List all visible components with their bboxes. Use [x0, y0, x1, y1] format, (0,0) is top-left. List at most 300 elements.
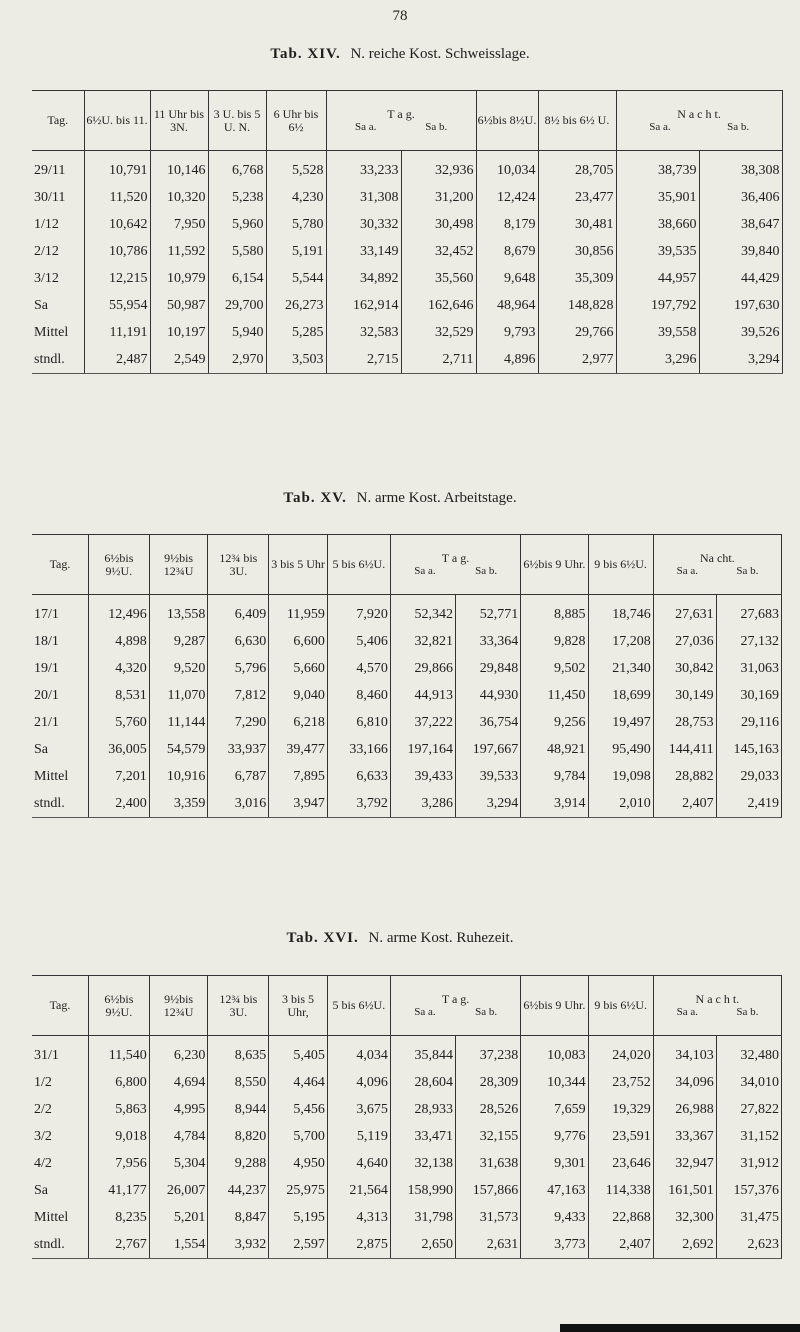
table-cell: 5,863 [88, 1096, 149, 1123]
table-cell: 162,914 [326, 292, 401, 319]
table-cell: 5,119 [327, 1123, 390, 1150]
header-tag: Tag. [32, 91, 84, 151]
table-cell: 27,036 [653, 628, 716, 655]
table-cell: 38,647 [699, 211, 782, 238]
table-cell: 10,786 [84, 238, 150, 265]
table-cell: 31,063 [716, 655, 781, 682]
table-cell: 3,914 [521, 790, 588, 818]
table-cell: 8,944 [208, 1096, 269, 1123]
header-nacht-group [653, 976, 781, 1036]
table-cell: 9,828 [521, 628, 588, 655]
table-cell: 29,766 [538, 319, 616, 346]
header-col: 12¾ bis 3U. [208, 976, 269, 1036]
table-cell: 5,780 [266, 211, 326, 238]
table-row [32, 211, 782, 238]
table-cell: 17,208 [588, 628, 653, 655]
table-14-label: Tab. XIV. [270, 46, 341, 62]
table-cell: 39,477 [269, 736, 328, 763]
header-col: 6½bis 9 Uhr. [521, 535, 588, 595]
table-cell: 4,950 [269, 1150, 328, 1177]
table-cell: 3,675 [327, 1096, 390, 1123]
table-cell: 7,659 [521, 1096, 588, 1123]
table-cell: 26,988 [653, 1096, 716, 1123]
subheader-sa-a: Sa a. [414, 564, 436, 577]
table-row [32, 184, 782, 211]
table-cell: 6,409 [208, 595, 269, 629]
table-cell: 30,498 [401, 211, 476, 238]
row-label: 3/2 [32, 1123, 88, 1150]
table-cell: 8,820 [208, 1123, 269, 1150]
table-cell: 2,597 [269, 1231, 328, 1259]
table-cell: 145,163 [716, 736, 781, 763]
header-col: 6½bis 9 Uhr. [521, 976, 588, 1036]
table-cell: 48,964 [476, 292, 538, 319]
table-cell: 50,987 [150, 292, 208, 319]
table-cell: 6,630 [208, 628, 269, 655]
table-cell: 48,921 [521, 736, 588, 763]
table-cell: 28,309 [456, 1069, 521, 1096]
table-cell: 3,359 [149, 790, 208, 818]
table-cell: 29,700 [208, 292, 266, 319]
row-label: 17/1 [32, 595, 88, 629]
table-cell: 39,840 [699, 238, 782, 265]
table-cell: 9,433 [521, 1204, 588, 1231]
header-nacht-group [653, 535, 781, 595]
subheader-sa-b: Sa b. [736, 564, 759, 577]
table-cell: 23,591 [588, 1123, 653, 1150]
table-15 [32, 534, 782, 818]
table-cell: 3,016 [208, 790, 269, 818]
table-cell: 31,152 [716, 1123, 781, 1150]
table-cell: 21,564 [327, 1177, 390, 1204]
table-cell: 197,164 [390, 736, 455, 763]
row-label: 1/12 [32, 211, 84, 238]
header-col: 6½U. bis 11. [84, 91, 150, 151]
table-cell: 3,296 [616, 346, 699, 374]
table-cell: 3,294 [456, 790, 521, 818]
table-cell: 34,010 [716, 1069, 781, 1096]
header-col: 9½bis 12¾U [149, 976, 208, 1036]
row-label: stndl. [32, 790, 88, 818]
row-label: 21/1 [32, 709, 88, 736]
table-cell: 32,529 [401, 319, 476, 346]
table-cell: 161,501 [653, 1177, 716, 1204]
table-cell: 39,535 [616, 238, 699, 265]
table-cell: 13,558 [149, 595, 208, 629]
table-cell: 32,452 [401, 238, 476, 265]
table-cell: 27,822 [716, 1096, 781, 1123]
table-cell: 2,977 [538, 346, 616, 374]
subheader-sa-a: Sa a. [649, 120, 671, 133]
table-cell: 24,020 [588, 1036, 653, 1070]
table-cell: 33,233 [326, 151, 401, 185]
table-cell: 39,526 [699, 319, 782, 346]
table-cell: 21,340 [588, 655, 653, 682]
table-cell: 9,784 [521, 763, 588, 790]
table-cell: 36,005 [88, 736, 149, 763]
table-cell: 31,638 [456, 1150, 521, 1177]
row-label: 4/2 [32, 1150, 88, 1177]
table-cell: 3,792 [327, 790, 390, 818]
subheader-sa-a: Sa a. [414, 1005, 436, 1018]
table-cell: 4,896 [476, 346, 538, 374]
table-cell: 8,679 [476, 238, 538, 265]
table-cell: 5,760 [88, 709, 149, 736]
table-cell: 18,746 [588, 595, 653, 629]
table-cell: 5,201 [149, 1204, 208, 1231]
table-cell: 19,098 [588, 763, 653, 790]
table-cell: 30,332 [326, 211, 401, 238]
header-tag-group-label: T a g. [441, 991, 470, 1006]
table-cell: 5,960 [208, 211, 266, 238]
header-nacht-group-label: N a c h t. [677, 106, 721, 121]
page-edge-shadow [560, 1324, 800, 1332]
table-cell: 2,715 [326, 346, 401, 374]
table-cell: 30,481 [538, 211, 616, 238]
table-cell: 31,475 [716, 1204, 781, 1231]
table-cell: 2,875 [327, 1231, 390, 1259]
table-row [32, 655, 782, 682]
row-label: Sa [32, 1177, 88, 1204]
row-label: 2/12 [32, 238, 84, 265]
table-cell: 32,480 [716, 1036, 781, 1070]
table-cell: 148,828 [538, 292, 616, 319]
table-cell: 7,950 [150, 211, 208, 238]
table-cell: 2,631 [456, 1231, 521, 1259]
table-16-label: Tab. XVI. [286, 930, 359, 946]
table-cell: 6,768 [208, 151, 266, 185]
table-cell: 8,847 [208, 1204, 269, 1231]
table-cell: 38,739 [616, 151, 699, 185]
table-16-title [0, 930, 800, 947]
table-cell: 29,848 [456, 655, 521, 682]
table-cell: 30,149 [653, 682, 716, 709]
subheader-sa-b: Sa b. [736, 1005, 759, 1018]
table-cell: 11,191 [84, 319, 150, 346]
table-cell: 162,646 [401, 292, 476, 319]
table-cell: 11,959 [269, 595, 328, 629]
table-cell: 11,450 [521, 682, 588, 709]
table-cell: 2,407 [653, 790, 716, 818]
table-cell: 37,222 [390, 709, 455, 736]
table-cell: 10,083 [521, 1036, 588, 1070]
table-cell: 3,294 [699, 346, 782, 374]
header-col: 3 bis 5 Uhr, [269, 976, 328, 1036]
table-cell: 9,793 [476, 319, 538, 346]
table-cell: 4,570 [327, 655, 390, 682]
table-cell: 4,464 [269, 1069, 328, 1096]
table-cell: 35,844 [390, 1036, 455, 1070]
table-cell: 5,406 [327, 628, 390, 655]
row-label: Mittel [32, 319, 84, 346]
table-cell: 95,490 [588, 736, 653, 763]
table-cell: 9,502 [521, 655, 588, 682]
table-row [32, 238, 782, 265]
subheader-sa-b: Sa b. [475, 1005, 498, 1018]
table-cell: 33,149 [326, 238, 401, 265]
table-cell: 33,364 [456, 628, 521, 655]
row-label: Sa [32, 736, 88, 763]
table-cell: 5,191 [266, 238, 326, 265]
row-label: stndl. [32, 346, 84, 374]
table-cell: 32,300 [653, 1204, 716, 1231]
table-cell: 28,604 [390, 1069, 455, 1096]
table-cell: 5,405 [269, 1036, 328, 1070]
subheader-sa-a: Sa a. [676, 564, 698, 577]
table-cell: 23,646 [588, 1150, 653, 1177]
table-cell: 2,487 [84, 346, 150, 374]
table-cell: 5,700 [269, 1123, 328, 1150]
table-cell: 8,460 [327, 682, 390, 709]
table-cell: 32,936 [401, 151, 476, 185]
table-cell: 197,667 [456, 736, 521, 763]
table-cell: 38,308 [699, 151, 782, 185]
table-cell: 32,155 [456, 1123, 521, 1150]
table-cell: 6,800 [88, 1069, 149, 1096]
table-cell: 9,301 [521, 1150, 588, 1177]
table-16-caption: N. arme Kost. Ruhezeit. [368, 930, 514, 946]
table-cell: 2,549 [150, 346, 208, 374]
table-cell: 30,169 [716, 682, 781, 709]
table-cell: 2,711 [401, 346, 476, 374]
header-col: 11 Uhr bis 3N. [150, 91, 208, 151]
table-cell: 7,201 [88, 763, 149, 790]
table-cell: 28,705 [538, 151, 616, 185]
table-cell: 2,407 [588, 1231, 653, 1259]
row-label: 19/1 [32, 655, 88, 682]
header-tag-group [390, 976, 520, 1036]
header-nacht-group-label: Na cht. [700, 550, 735, 565]
table-cell: 9,520 [149, 655, 208, 682]
table-row [32, 265, 782, 292]
table-row [32, 1204, 782, 1231]
table-cell: 10,146 [150, 151, 208, 185]
table-row [32, 1150, 782, 1177]
row-label: 3/12 [32, 265, 84, 292]
table-cell: 52,771 [456, 595, 521, 629]
table-cell: 32,821 [390, 628, 455, 655]
header-col: 9 bis 6½U. [588, 976, 653, 1036]
table-cell: 2,419 [716, 790, 781, 818]
table-cell: 31,573 [456, 1204, 521, 1231]
table-cell: 11,592 [150, 238, 208, 265]
table-cell: 3,503 [266, 346, 326, 374]
table-cell: 18,699 [588, 682, 653, 709]
table-cell: 33,937 [208, 736, 269, 763]
row-label: 31/1 [32, 1036, 88, 1070]
table-cell: 3,947 [269, 790, 328, 818]
table-cell: 27,132 [716, 628, 781, 655]
table-cell: 5,238 [208, 184, 266, 211]
table-15-caption: N. arme Kost. Arbeitstage. [356, 490, 517, 506]
table-cell: 25,975 [269, 1177, 328, 1204]
subheader-sa-a: Sa a. [676, 1005, 699, 1018]
table-row [32, 1069, 782, 1096]
table-cell: 8,635 [208, 1036, 269, 1070]
row-label: 1/2 [32, 1069, 88, 1096]
table-cell: 29,033 [716, 763, 781, 790]
table-cell: 44,913 [390, 682, 455, 709]
header-col: 3 bis 5 Uhr [269, 535, 328, 595]
table-cell: 5,195 [269, 1204, 328, 1231]
header-col: 12¾ bis 3U. [208, 535, 269, 595]
table-cell: 6,154 [208, 265, 266, 292]
table-cell: 11,144 [149, 709, 208, 736]
table-cell: 6,230 [149, 1036, 208, 1070]
subheader-sa-b: Sa b. [425, 120, 448, 133]
table-cell: 32,138 [390, 1150, 455, 1177]
table-cell: 39,558 [616, 319, 699, 346]
header-col: 5 bis 6½U. [327, 976, 390, 1036]
subheader-sa-b: Sa b. [727, 120, 750, 133]
table-cell: 35,309 [538, 265, 616, 292]
table-cell: 30,856 [538, 238, 616, 265]
header-tag-group [326, 91, 476, 151]
table-cell: 41,177 [88, 1177, 149, 1204]
table-row [32, 763, 782, 790]
table-cell: 19,497 [588, 709, 653, 736]
table-cell: 12,424 [476, 184, 538, 211]
header-tag-group-label: T a g. [441, 550, 470, 565]
table-cell: 33,166 [327, 736, 390, 763]
table-cell: 6,787 [208, 763, 269, 790]
table-cell: 5,940 [208, 319, 266, 346]
table-row [32, 346, 782, 374]
table-cell: 10,979 [150, 265, 208, 292]
table-cell: 34,096 [653, 1069, 716, 1096]
table-cell: 39,533 [456, 763, 521, 790]
table-cell: 5,304 [149, 1150, 208, 1177]
table-cell: 1,554 [149, 1231, 208, 1259]
header-col: 6½bis 8½U. [476, 91, 538, 151]
table-cell: 35,560 [401, 265, 476, 292]
table-row [32, 151, 782, 185]
table-cell: 8,531 [88, 682, 149, 709]
table-cell: 27,631 [653, 595, 716, 629]
table-cell: 8,179 [476, 211, 538, 238]
header-tag: Tag. [32, 976, 88, 1036]
table-cell: 197,792 [616, 292, 699, 319]
table-cell: 5,660 [269, 655, 328, 682]
table-row [32, 1177, 782, 1204]
table-cell: 11,540 [88, 1036, 149, 1070]
table-cell: 28,753 [653, 709, 716, 736]
header-col: 5 bis 6½U. [327, 535, 390, 595]
table-row [32, 790, 782, 818]
table-cell: 9,776 [521, 1123, 588, 1150]
table-cell: 9,018 [88, 1123, 149, 1150]
row-label: Mittel [32, 763, 88, 790]
table-cell: 31,308 [326, 184, 401, 211]
table-cell: 9,256 [521, 709, 588, 736]
header-col: 3 U. bis 5 U. N. [208, 91, 266, 151]
table-cell: 35,901 [616, 184, 699, 211]
table-cell: 28,882 [653, 763, 716, 790]
table-row [32, 1123, 782, 1150]
table-cell: 6,633 [327, 763, 390, 790]
header-col: 9 bis 6½U. [588, 535, 653, 595]
table-cell: 38,660 [616, 211, 699, 238]
table-cell: 52,342 [390, 595, 455, 629]
page-number: 78 [392, 8, 408, 24]
table-cell: 5,285 [266, 319, 326, 346]
table-cell: 3,932 [208, 1231, 269, 1259]
table-cell: 157,866 [456, 1177, 521, 1204]
table-cell: 5,528 [266, 151, 326, 185]
table-cell: 33,471 [390, 1123, 455, 1150]
table-cell: 10,197 [150, 319, 208, 346]
subheader-sa-a: Sa a. [355, 120, 377, 133]
row-label: 20/1 [32, 682, 88, 709]
table-cell: 29,866 [390, 655, 455, 682]
row-label: 30/11 [32, 184, 84, 211]
header-nacht-group [616, 91, 782, 151]
table-cell: 9,288 [208, 1150, 269, 1177]
table-cell: 2,692 [653, 1231, 716, 1259]
table-cell: 158,990 [390, 1177, 455, 1204]
table-cell: 44,957 [616, 265, 699, 292]
table-row [32, 319, 782, 346]
table-cell: 9,040 [269, 682, 328, 709]
table-cell: 4,096 [327, 1069, 390, 1096]
table-cell: 47,163 [521, 1177, 588, 1204]
table-cell: 12,215 [84, 265, 150, 292]
table-cell: 2,767 [88, 1231, 149, 1259]
header-col: 6 Uhr bis 6½ [266, 91, 326, 151]
table-cell: 32,583 [326, 319, 401, 346]
table-cell: 144,411 [653, 736, 716, 763]
table-cell: 23,752 [588, 1069, 653, 1096]
table-cell: 5,544 [266, 265, 326, 292]
table-cell: 28,526 [456, 1096, 521, 1123]
header-tag: Tag. [32, 535, 88, 595]
table-row [32, 628, 782, 655]
table-cell: 114,338 [588, 1177, 653, 1204]
table-cell: 10,791 [84, 151, 150, 185]
row-label: 2/2 [32, 1096, 88, 1123]
table-cell: 7,812 [208, 682, 269, 709]
header-tag-group [390, 535, 520, 595]
table-cell: 39,433 [390, 763, 455, 790]
table-cell: 9,287 [149, 628, 208, 655]
header-col: 8½ bis 6½ U. [538, 91, 616, 151]
table-cell: 29,116 [716, 709, 781, 736]
row-label: 29/11 [32, 151, 84, 185]
row-label: 18/1 [32, 628, 88, 655]
table-cell: 2,623 [716, 1231, 781, 1259]
table-cell: 7,956 [88, 1150, 149, 1177]
table-cell: 2,970 [208, 346, 266, 374]
table-cell: 26,273 [266, 292, 326, 319]
table-cell: 8,235 [88, 1204, 149, 1231]
table-cell: 7,895 [269, 763, 328, 790]
table-cell: 7,290 [208, 709, 269, 736]
table-cell: 36,754 [456, 709, 521, 736]
table-cell: 3,773 [521, 1231, 588, 1259]
row-label: Mittel [32, 1204, 88, 1231]
table-cell: 30,842 [653, 655, 716, 682]
table-cell: 4,640 [327, 1150, 390, 1177]
table-cell: 8,885 [521, 595, 588, 629]
table-cell: 28,933 [390, 1096, 455, 1123]
table-row [32, 595, 782, 629]
table-16 [32, 975, 782, 1259]
table-cell: 4,784 [149, 1123, 208, 1150]
table-row [32, 709, 782, 736]
table-15-title [0, 490, 800, 507]
table-cell: 4,230 [266, 184, 326, 211]
table-14 [32, 90, 783, 374]
